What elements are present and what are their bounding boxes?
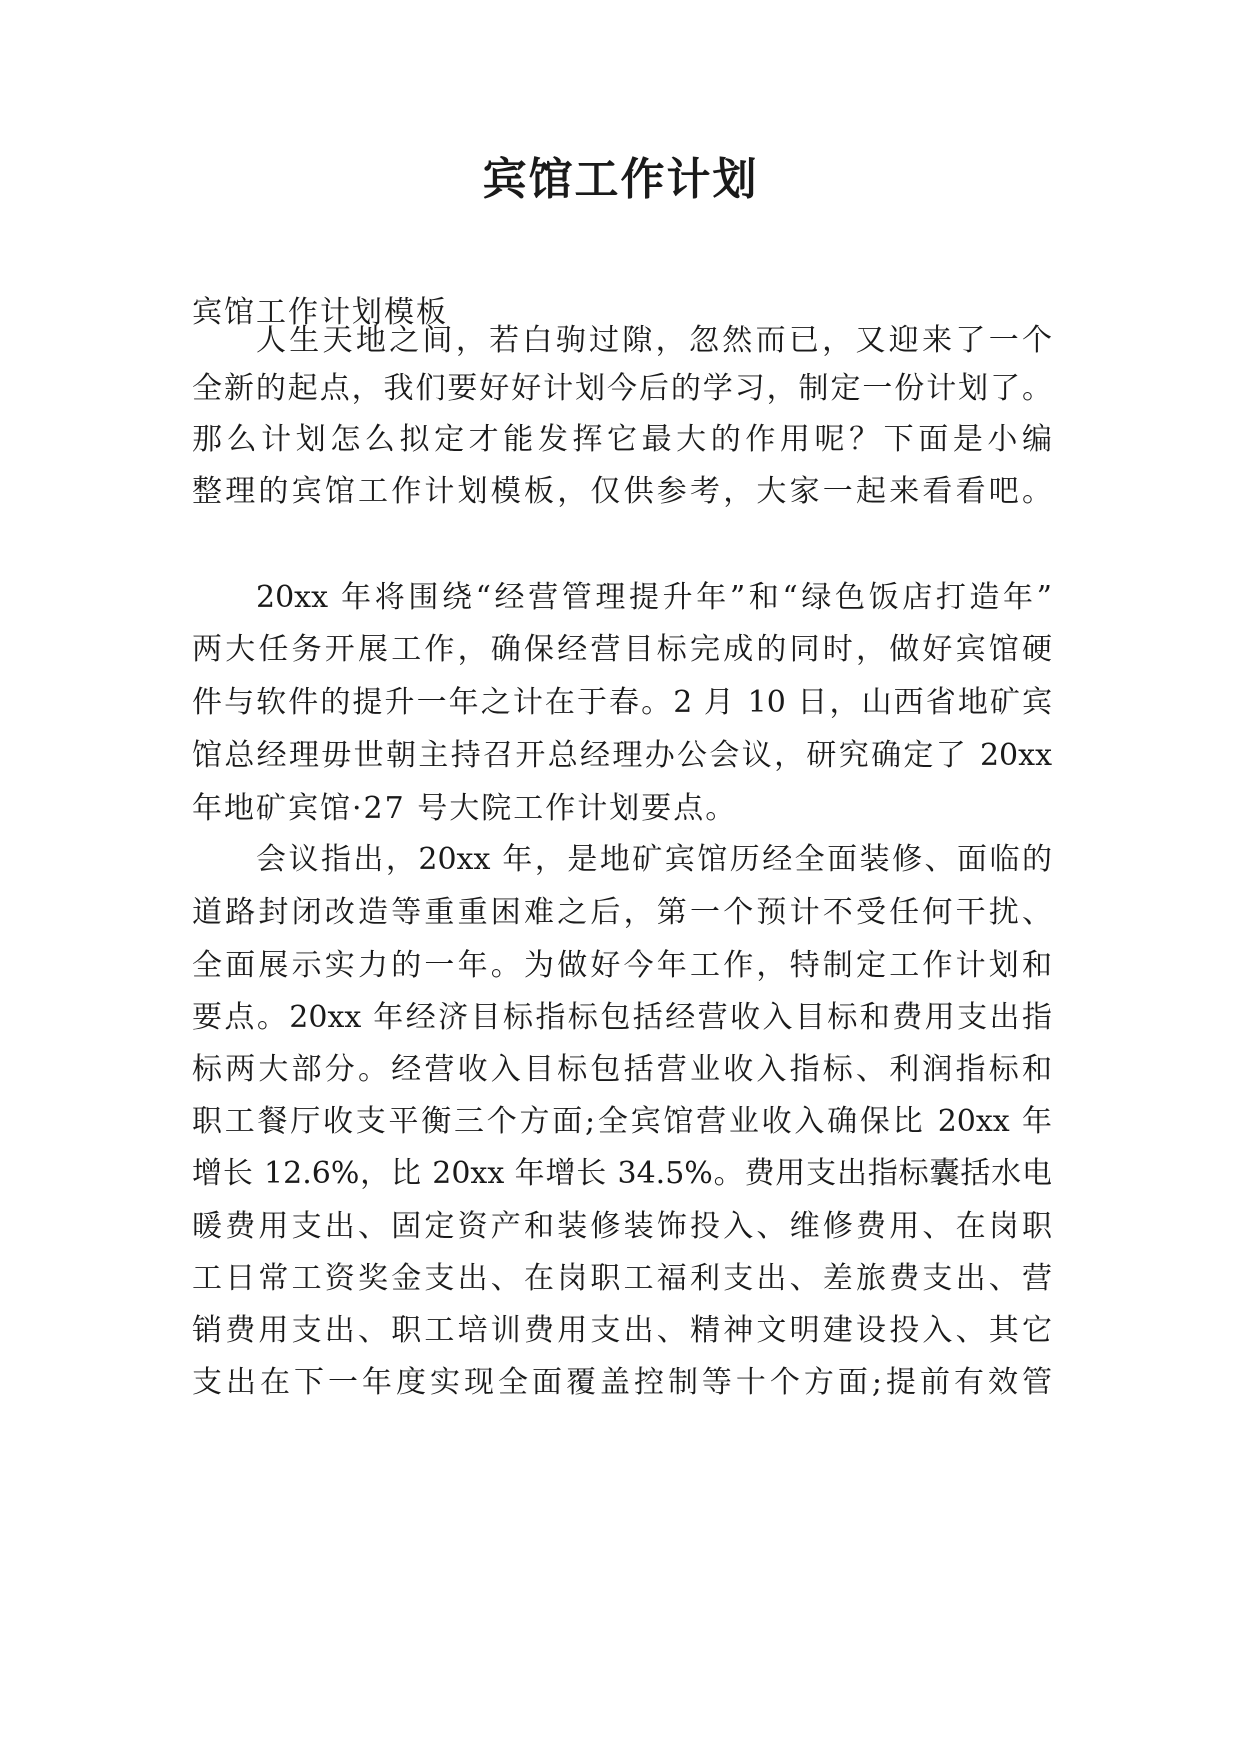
paragraph-2-line: 全面展示实力的一年。为做好今年工作，特制定工作计划和	[192, 948, 1052, 983]
paragraph-2-line: 工日常工资奖金支出、在岗职工福利支出、差旅费支出、营	[192, 1261, 1052, 1296]
paragraph-1-line: 馆总经理毋世朝主持召开总经理办公会议，研究确定了 20xx	[192, 738, 1052, 773]
document-subtitle: 宾馆工作计划模板	[192, 295, 448, 330]
paragraph-2-line: 标两大部分。经营收入目标包括营业收入指标、利润指标和	[192, 1052, 1052, 1087]
paragraph-2-line: 要点。20xx 年经济目标指标包括经营收入目标和费用支出指	[192, 1000, 1052, 1035]
paragraph-1-line: 两大任务开展工作，确保经营目标完成的同时，做好宾馆硬	[192, 632, 1052, 667]
intro-line: 人生天地之间，若白驹过隙，忽然而已，又迎来了一个	[256, 323, 1052, 358]
paragraph-2-line: 暖费用支出、固定资产和装修装饰投入、维修费用、在岗职	[192, 1209, 1052, 1244]
paragraph-2-line: 道路封闭改造等重重困难之后，第一个预计不受任何干扰、	[192, 895, 1052, 930]
intro-line: 那么计划怎么拟定才能发挥它最大的作用呢？下面是小编	[192, 422, 1052, 457]
document-title: 宾馆工作计划	[482, 154, 759, 205]
paragraph-1-line: 20xx 年将围绕“经营管理提升年”和“绿色饭店打造年”	[256, 580, 1052, 615]
paragraph-2-line: 支出在下一年度实现全面覆盖控制等十个方面;提前有效管	[192, 1365, 1052, 1400]
paragraph-1-line: 件与软件的提升一年之计在于春。2 月 10 日，山西省地矿宾	[192, 685, 1052, 720]
paragraph-2-line: 增长 12.6%，比 20xx 年增长 34.5%。费用支出指标囊括水电	[192, 1156, 1052, 1191]
paragraph-2-line: 销费用支出、职工培训费用支出、精神文明建设投入、其它	[192, 1313, 1052, 1348]
paragraph-2-line: 会议指出，20xx 年，是地矿宾馆历经全面装修、面临的	[256, 842, 1052, 877]
intro-line: 全新的起点，我们要好好计划今后的学习，制定一份计划了。	[192, 371, 1052, 406]
paragraph-2-line: 职工餐厅收支平衡三个方面;全宾馆营业收入确保比 20xx 年	[192, 1104, 1052, 1139]
intro-line: 整理的宾馆工作计划模板，仅供参考，大家一起来看看吧。	[192, 474, 1052, 509]
paragraph-1-line: 年地矿宾馆·27 号大院工作计划要点。	[192, 791, 738, 826]
